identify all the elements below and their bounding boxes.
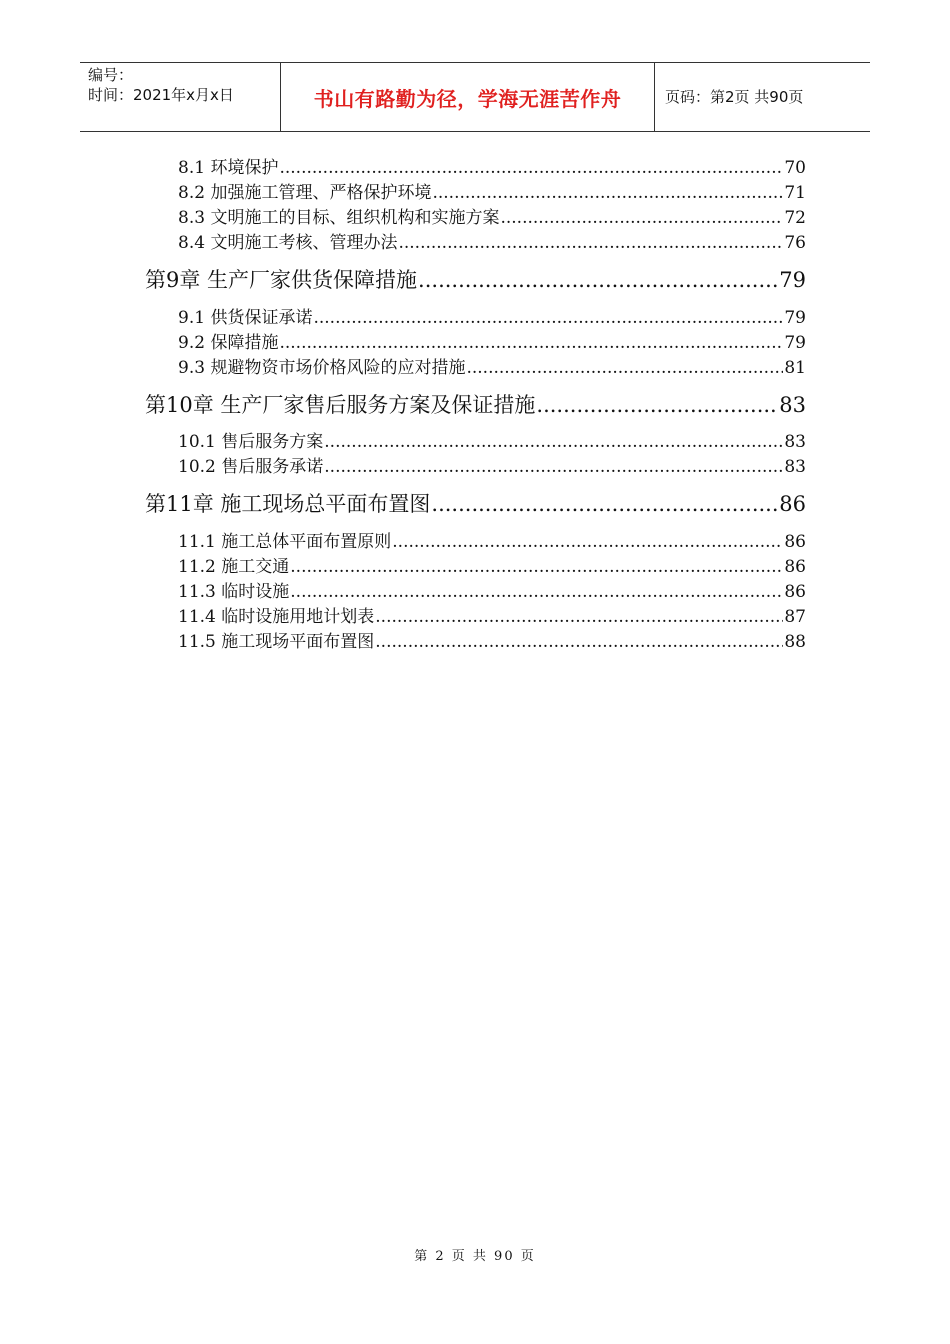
toc-entry-page: 86 (784, 557, 806, 577)
toc-entry-title: 9.2 保障措施 (178, 333, 279, 353)
toc-entry[interactable] (178, 606, 806, 628)
toc-entry-page: 83 (784, 457, 806, 477)
header-motto-cell (281, 63, 655, 131)
header-page-number: 页码：第2页 共90页 (665, 88, 804, 106)
toc-chapter-title: 第9章 生产厂家供货保障措施 (145, 268, 418, 292)
toc-chapter-entry[interactable] (145, 266, 806, 294)
toc-entry-title: 8.3 文明施工的目标、组织机构和实施方案 (178, 208, 500, 228)
toc-entry-title: 8.2 加强施工管理、严格保护环境 (178, 183, 432, 203)
toc-leader-dots (324, 431, 783, 453)
toc-entry-title: 11.5 施工现场平面布置图 (178, 632, 375, 652)
toc-leader-dots (279, 157, 783, 179)
toc-entry-page: 79 (784, 308, 806, 328)
header-page-cell (655, 63, 870, 131)
document-number-label: 编号： (88, 66, 134, 84)
toc-leader-dots (392, 531, 783, 553)
toc-chapter-title: 第10章 生产厂家售后服务方案及保证措施 (145, 393, 536, 417)
toc-entry-page: 71 (784, 183, 806, 203)
toc-leader-dots (536, 391, 778, 419)
toc-leader-dots (375, 606, 783, 628)
toc-entry-title: 11.1 施工总体平面布置原则 (178, 532, 392, 552)
page-header (80, 62, 870, 132)
toc-leader-dots (466, 357, 783, 379)
toc-entry[interactable] (178, 232, 806, 254)
toc-entry-page: 86 (784, 582, 806, 602)
toc-entry-page: 88 (784, 632, 806, 652)
toc-entry[interactable] (178, 307, 806, 329)
toc-entry[interactable] (178, 456, 806, 478)
toc-entry-page: 79 (784, 333, 806, 353)
toc-entry-page: 87 (784, 607, 806, 627)
toc-leader-dots (398, 232, 783, 254)
toc-leader-dots (290, 556, 783, 578)
toc-entry-title: 9.3 规避物资市场价格风险的应对措施 (178, 358, 466, 378)
header-motto: 书山有路勤为径，学海无涯苦作舟 (313, 86, 622, 111)
toc-entry-page: 81 (784, 358, 806, 378)
toc-leader-dots (432, 182, 783, 204)
toc-entry-title: 8.1 环境保护 (178, 158, 279, 178)
toc-entry-page: 83 (784, 432, 806, 452)
toc-leader-dots (324, 456, 783, 478)
toc-chapter-page: 86 (779, 492, 806, 516)
document-time-label: 时间：2021年x月x日 (88, 86, 234, 104)
toc-entry[interactable] (178, 332, 806, 354)
toc-entry-title: 9.1 供货保证承诺 (178, 308, 313, 328)
toc-entry-title: 11.3 临时设施 (178, 582, 290, 602)
toc-leader-dots (375, 631, 783, 653)
toc-entry[interactable] (178, 157, 806, 179)
toc-leader-dots (500, 207, 783, 229)
toc-entry-title: 10.2 售后服务承诺 (178, 457, 324, 477)
toc-entry[interactable] (178, 357, 806, 379)
page-footer: 第 2 页 共 90 页 (414, 1249, 536, 1264)
toc-chapter-entry[interactable] (145, 391, 806, 419)
toc-leader-dots (418, 266, 778, 294)
toc-entry-title: 11.4 临时设施用地计划表 (178, 607, 375, 627)
toc-entry-title: 8.4 文明施工考核、管理办法 (178, 233, 398, 253)
toc-chapter-title: 第11章 施工现场总平面布置图 (145, 492, 431, 516)
toc-entry-page: 70 (784, 158, 806, 178)
toc-entry-page: 76 (784, 233, 806, 253)
toc-entry-page: 86 (784, 532, 806, 552)
toc-entry-title: 11.2 施工交通 (178, 557, 290, 577)
toc-entry-title: 10.1 售后服务方案 (178, 432, 324, 452)
toc-entry[interactable] (178, 207, 806, 229)
toc-chapter-page: 83 (779, 393, 806, 417)
toc-entry[interactable] (178, 531, 806, 553)
toc-leader-dots (279, 332, 783, 354)
toc-entry[interactable] (178, 631, 806, 653)
toc-entry[interactable] (178, 556, 806, 578)
header-meta (80, 63, 281, 131)
toc-entry[interactable] (178, 581, 806, 603)
toc-chapter-page: 79 (779, 268, 806, 292)
toc-entry[interactable] (178, 431, 806, 453)
toc-leader-dots (290, 581, 783, 603)
toc-entry[interactable] (178, 182, 806, 204)
toc-leader-dots (431, 490, 778, 518)
toc-entry-page: 72 (784, 208, 806, 228)
toc-chapter-entry[interactable] (145, 490, 806, 518)
toc-leader-dots (313, 307, 783, 329)
